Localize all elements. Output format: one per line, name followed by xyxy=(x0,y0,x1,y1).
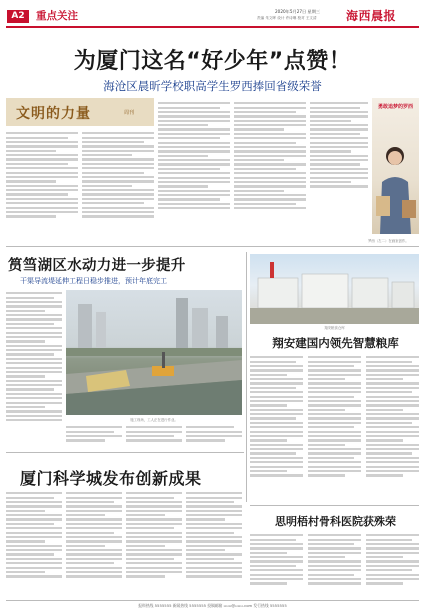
portrait-figure xyxy=(372,138,419,234)
column-banner xyxy=(6,98,154,126)
section-title: 重点关注 xyxy=(36,10,78,22)
edition-line: 责编 朱文晖 设计 许诗琳 校对 王文清 xyxy=(257,16,317,20)
sluice-caption: 施工现场，工人正在进行作业。 xyxy=(130,418,178,422)
science-body-col1 xyxy=(6,490,62,596)
lead-body-col1 xyxy=(6,130,78,232)
sluice-photo xyxy=(66,290,242,415)
column-sub: 周刊 xyxy=(124,110,135,116)
header-rule xyxy=(6,26,419,28)
column-divider xyxy=(246,252,247,502)
sluice-subheadline: 干渠导流堤延伸工程日稳步推进，预计年底完工 xyxy=(20,277,167,285)
sluice-scene xyxy=(66,290,242,415)
lead-body-col2 xyxy=(82,130,154,232)
sluice-body-col4 xyxy=(186,424,242,448)
xiang-body-col1 xyxy=(250,354,303,502)
granary-caption: 翔安粮食仓库 xyxy=(324,326,345,330)
sluice-body-col2 xyxy=(66,424,122,448)
hospital-headline: 思明梧村骨科医院获殊荣 xyxy=(275,515,396,528)
lower-divider xyxy=(6,452,244,453)
lead-portrait-photo xyxy=(372,98,419,234)
sluice-headline: 筼筜湖区水动力进一步提升 xyxy=(8,258,186,274)
science-body-col4 xyxy=(186,490,242,596)
hospital-body-col1 xyxy=(250,532,303,596)
xiang-body-col2 xyxy=(308,354,361,502)
sluice-body-col3 xyxy=(126,424,182,448)
xiang-body-col3 xyxy=(366,354,419,502)
header-bar xyxy=(0,0,425,26)
footer-rule xyxy=(6,600,419,601)
science-headline: 厦门科学城发布创新成果 xyxy=(20,469,202,488)
science-body-col2 xyxy=(66,490,122,596)
lead-body-col4 xyxy=(234,100,306,232)
sluice-body-col1 xyxy=(6,290,62,448)
hospital-body-col2 xyxy=(308,532,361,596)
granary-scene xyxy=(250,254,419,324)
section-divider xyxy=(6,246,419,247)
xiang-headline: 翔安建国内领先智慧粮库 xyxy=(272,336,399,350)
side-banner-label: 勇敢追梦的罗西 xyxy=(377,104,413,110)
lead-subheadline: 海沧区晨昕学校职高学生罗西捧回省级荣誉 xyxy=(103,79,322,93)
hospital-body-col3 xyxy=(366,532,419,596)
lower-divider-right xyxy=(250,505,419,506)
science-body-col3 xyxy=(126,490,182,596)
brand-logo: 海西晨报 xyxy=(346,9,397,23)
date-line: 2020年5月27日 星期三 xyxy=(275,9,321,14)
page-code-badge: A2 xyxy=(7,10,29,23)
lead-body-col5 xyxy=(310,100,368,232)
column-name: 文明的力量 xyxy=(16,106,91,122)
footer-text: 报料热线 5555555 新闻热线 5555555 投稿邮箱 ▫▫▫@▫▫▫.com 发行热线 5555555 xyxy=(138,603,287,608)
granary-photo xyxy=(250,254,419,324)
lead-headline: 为厦门这名“好少年”点赞！ xyxy=(73,49,352,74)
lead-body-col3 xyxy=(158,100,230,232)
side-caption: 罗西（左二）在画室创作。 xyxy=(368,239,409,243)
